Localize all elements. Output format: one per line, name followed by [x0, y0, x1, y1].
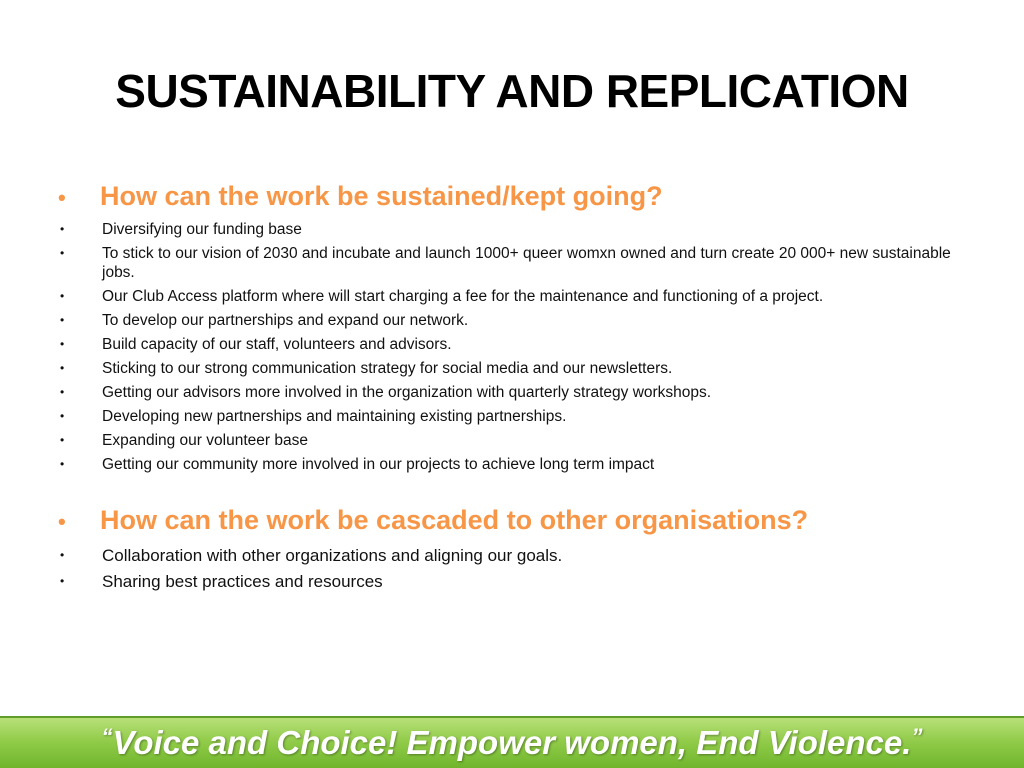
- slogan-text: Voice and Choice! Empower women, End Violence.: [112, 724, 912, 761]
- bullet-icon: •: [60, 313, 65, 327]
- list-item: • Sticking to our strong communication strategy for social media and our newsletters.: [60, 360, 673, 377]
- list-item: • Build capacity of our staff, volunteers and advisors.: [60, 336, 452, 353]
- cascade-list: [58, 545, 958, 597]
- section-heading-cascaded: [58, 505, 808, 536]
- section-heading-text: How can the work be cascaded to other organisations?: [100, 505, 809, 535]
- bullet-icon: •: [60, 574, 65, 588]
- list-item: • To stick to our vision of 2030 and incubate and launch 1000+ queer womxn owned and turn create 20 000+ new sustainable jobs.: [60, 245, 951, 281]
- bullet-icon: •: [60, 246, 65, 260]
- bullet-icon: •: [60, 548, 65, 562]
- open-quote: “: [101, 724, 113, 749]
- close-quote: ”: [911, 724, 923, 749]
- bullet-icon: •: [58, 185, 66, 210]
- footer-banner: [0, 716, 1024, 768]
- bullet-icon: •: [58, 509, 66, 534]
- footer-slogan: [102, 724, 923, 762]
- list-item: • Sharing best practices and resources: [60, 572, 383, 591]
- list-item: • Our Club Access platform where will start charging a fee for the maintenance and functioning of a project.: [60, 288, 824, 305]
- bullet-icon: •: [60, 385, 65, 399]
- list-item: • Expanding our volunteer base: [60, 432, 308, 449]
- list-item: • Getting our advisors more involved in the organization with quarterly strategy workshops.: [60, 384, 712, 401]
- slide-title: SUSTAINABILITY AND REPLICATION: [115, 65, 909, 117]
- section-heading-sustained: [58, 181, 663, 212]
- list-item: • Developing new partnerships and maintaining existing partnerships.: [60, 408, 567, 425]
- bullet-icon: •: [60, 337, 65, 351]
- list-item: • Diversifying our funding base: [60, 221, 302, 238]
- list-item: • Getting our community more involved in our projects to achieve long term impact: [60, 456, 655, 473]
- bullet-icon: •: [60, 457, 65, 471]
- bullet-icon: •: [60, 433, 65, 447]
- bullet-icon: •: [60, 222, 65, 236]
- list-item: • Collaboration with other organizations and aligning our goals.: [60, 546, 563, 565]
- section-heading-text: How can the work be sustained/kept going?: [100, 181, 663, 211]
- bullet-icon: •: [60, 361, 65, 375]
- bullet-icon: •: [60, 289, 65, 303]
- sustain-list: [58, 220, 958, 479]
- list-item: • To develop our partnerships and expand our network.: [60, 312, 469, 329]
- bullet-icon: •: [60, 409, 65, 423]
